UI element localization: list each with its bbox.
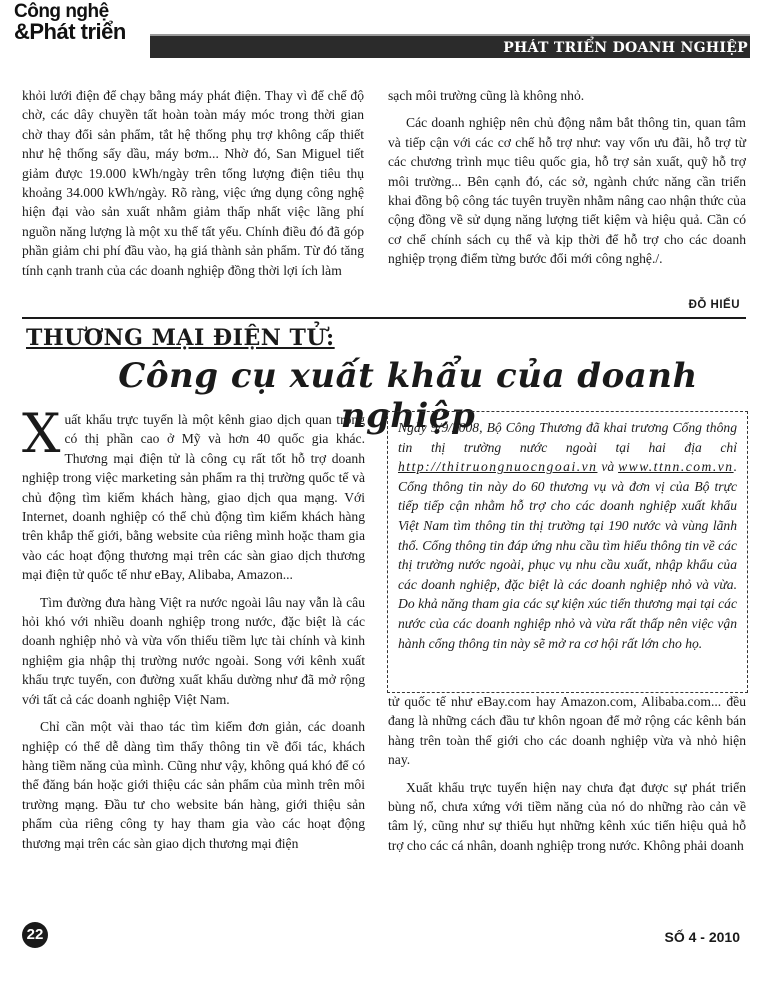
section-title: PHÁT TRIỂN DOANH NGHIỆP [503,40,748,56]
paragraph: Chỉ cần một vài thao tác tìm kiếm đơn giản, các doanh nghiệp có thể dễ dàng tìm thấy thông tin về đối tác, khách hàng tiềm năng của mình. Cũng như vậy, không quá khó để có thể đăng bán hoặc giới thiệu các sản phẩm của mình trên môi trường mạng. Đầu tư cho website bán hàng, giới thiệu sản phẩm của riêng công ty hay tham gia vào các hoạt động thương mại trên các sàn giao dịch thương mại điện [22,719,365,851]
lead-text: uất khẩu trực tuyến là một kênh giao dịch quan trọng có thị phần cao ở Mỹ và hơn 40 quốc gia khác. Thương mại điện tử là công cụ rất tốt hỗ trợ doanh nghiệp trong việc marketing sản phẩm ra thị trường quốc tế và chủ động tìm kiếm khách hàng, giao dịch qua mạng. Với Internet, doanh nghiệp có thể chủ động tìm kiếm khách hàng trên khắp thế giới, bằng website của riêng mình hoặc tham gia vào các hoạt động thương mại trên các sàn giao dịch thương mại điện tử quốc tế như eBay, Alibaba, Amazon... [22,412,365,583]
page-number-badge: 22 [22,922,48,948]
article-divider [22,317,746,319]
issue-number: SỐ 4 - 2010 [664,929,740,945]
prev-article-right-column [388,86,746,277]
article-left-column [22,402,365,861]
box-text: Ngày 9/9/2008, Bộ Công Thương đã khai trương Cổng thông tin thị trường nước ngoài tại hai địa chỉ [398,420,737,455]
drop-cap: X [22,402,61,465]
article-kicker: THƯƠNG MẠI ĐIỆN TỬ: [26,325,335,351]
magazine-logo-line2: &Phát triển [14,19,126,44]
paragraph: Các doanh nghiệp nên chủ động nắm bắt thông tin, quan tâm và tiếp cận với các cơ chế hỗ trợ như: vay vốn ưu đãi, hỗ trợ từ các chương trình mục tiêu quốc gia, hỗ trợ sản xuất, quỹ hỗ trợ môi trường... Bên cạnh đó, các sở, ngành chức năng cần triển khai đồng bộ công tác tuyên truyền nhằm nâng cao nhận thức của cộng đồng về sử dụng năng lượng tiết kiệm và hiệu quả. Cần có cơ chế chính sách cụ thể và kịp thời để hỗ trợ cho các doanh nghiệp trọng điểm từng bước đổi mới công nghệ./. [388,115,746,267]
box-text: và [601,459,615,475]
paragraph: sạch môi trường cũng là không nhỏ. [388,88,585,103]
article-headline: Công cụ xuất khẩu của doanh nghiệp [118,356,698,436]
box-link[interactable]: http://thitruongnuocngoai.vn [398,459,598,475]
article-right-column [388,692,746,863]
magazine-logo-line1: Công nghệ [14,1,109,22]
box-link[interactable]: www.ttnn.com.vn [618,459,734,475]
prev-article-left-column [22,86,364,288]
info-sidebar-box [387,411,748,693]
paragraph: khỏi lưới điện để chạy bằng máy phát điện. Thay vì để chế độ chờ, các dây chuyền tất hoàn toàn máy móc trong thời gian chờ thay đổi sản phẩm, tắt hệ thống phụ trợ không cấp thiết như hệ thống sấy dầu, máy bơm... Nhờ đó, San Miguel tiết giảm được 19.000 kWh/ngày trên tổng lượng điện tiêu thụ khoảng 34.000 kWh/ngày. Rõ ràng, việc ứng dụng công nghệ hiện đại vào sản xuất nhằm giảm thấp nhất việc lãng phí nguồn năng lượng là một xu thế tất yếu. Chính điều đó đã góp phần giảm chi phí đầu vào, hạ giá thành sản phẩm. Từ đó tăng tính cạnh tranh của các doanh nghiệp đồng thời lợi ích làm [22,88,364,278]
paragraph-lead [22,402,365,585]
box-text: . Cổng thông tin này do 60 thương vụ và đơn vị của Bộ trực tiếp tiếp cận nhằm hỗ trợ cho các doanh nghiệp xuất khẩu Việt Nam tìm thông tin thị trường tại 190 nước và vùng lãnh thổ. Cổng thông tin đáp ứng nhu cầu tìm hiểu thông tin về các thị trường nước ngoài, phục vụ nhu cầu xuất, nhập khẩu của các doanh nghiệp, đặc biệt là các doanh nghiệp nhỏ và vừa. Do khả năng tham gia các sự kiện xúc tiến thương mại tại các nước của các doanh nghiệp nhỏ và vừa rất thấp nên việc vận hành cổng thông tin này sẽ mở ra cơ hội rất lớn cho họ. [398,459,737,651]
paragraph: Xuất khẩu trực tuyến hiện nay chưa đạt được sự phát triển bùng nổ, chưa xứng với tiềm năng của nó do những rào cản về tâm lý, cũng như sự thiếu hụt những kênh xúc tiến hiệu quả hỗ trợ cho các cá nhân, doanh nghiệp trong nước. Không phải doanh [388,779,746,853]
paragraph: Tìm đường đưa hàng Việt ra nước ngoài lâu nay vẫn là câu hỏi khó với nhiều doanh nghiệp trong nước, đặc biệt là các doanh nghiệp nhỏ và vừa vốn thiếu tiềm lực tài chính và kinh nghiệm gia nhập thị trường nước ngoài. Song với kênh xuất khẩu trực tuyến, con đường xuất khẩu dường như đã mở rộng với tất cả các doanh nghiệp Việt Nam. [22,594,365,707]
author-byline: ĐỖ HIẾU [688,299,740,311]
paragraph: tử quốc tế như eBay.com hay Amazon.com, Alibaba.com... đều đang là những cách đầu tư khôn ngoan để mở rộng các kênh bán hàng trên toàn thế giới cho các doanh nghiệp vừa và nhỏ hiện nay. [388,694,746,768]
